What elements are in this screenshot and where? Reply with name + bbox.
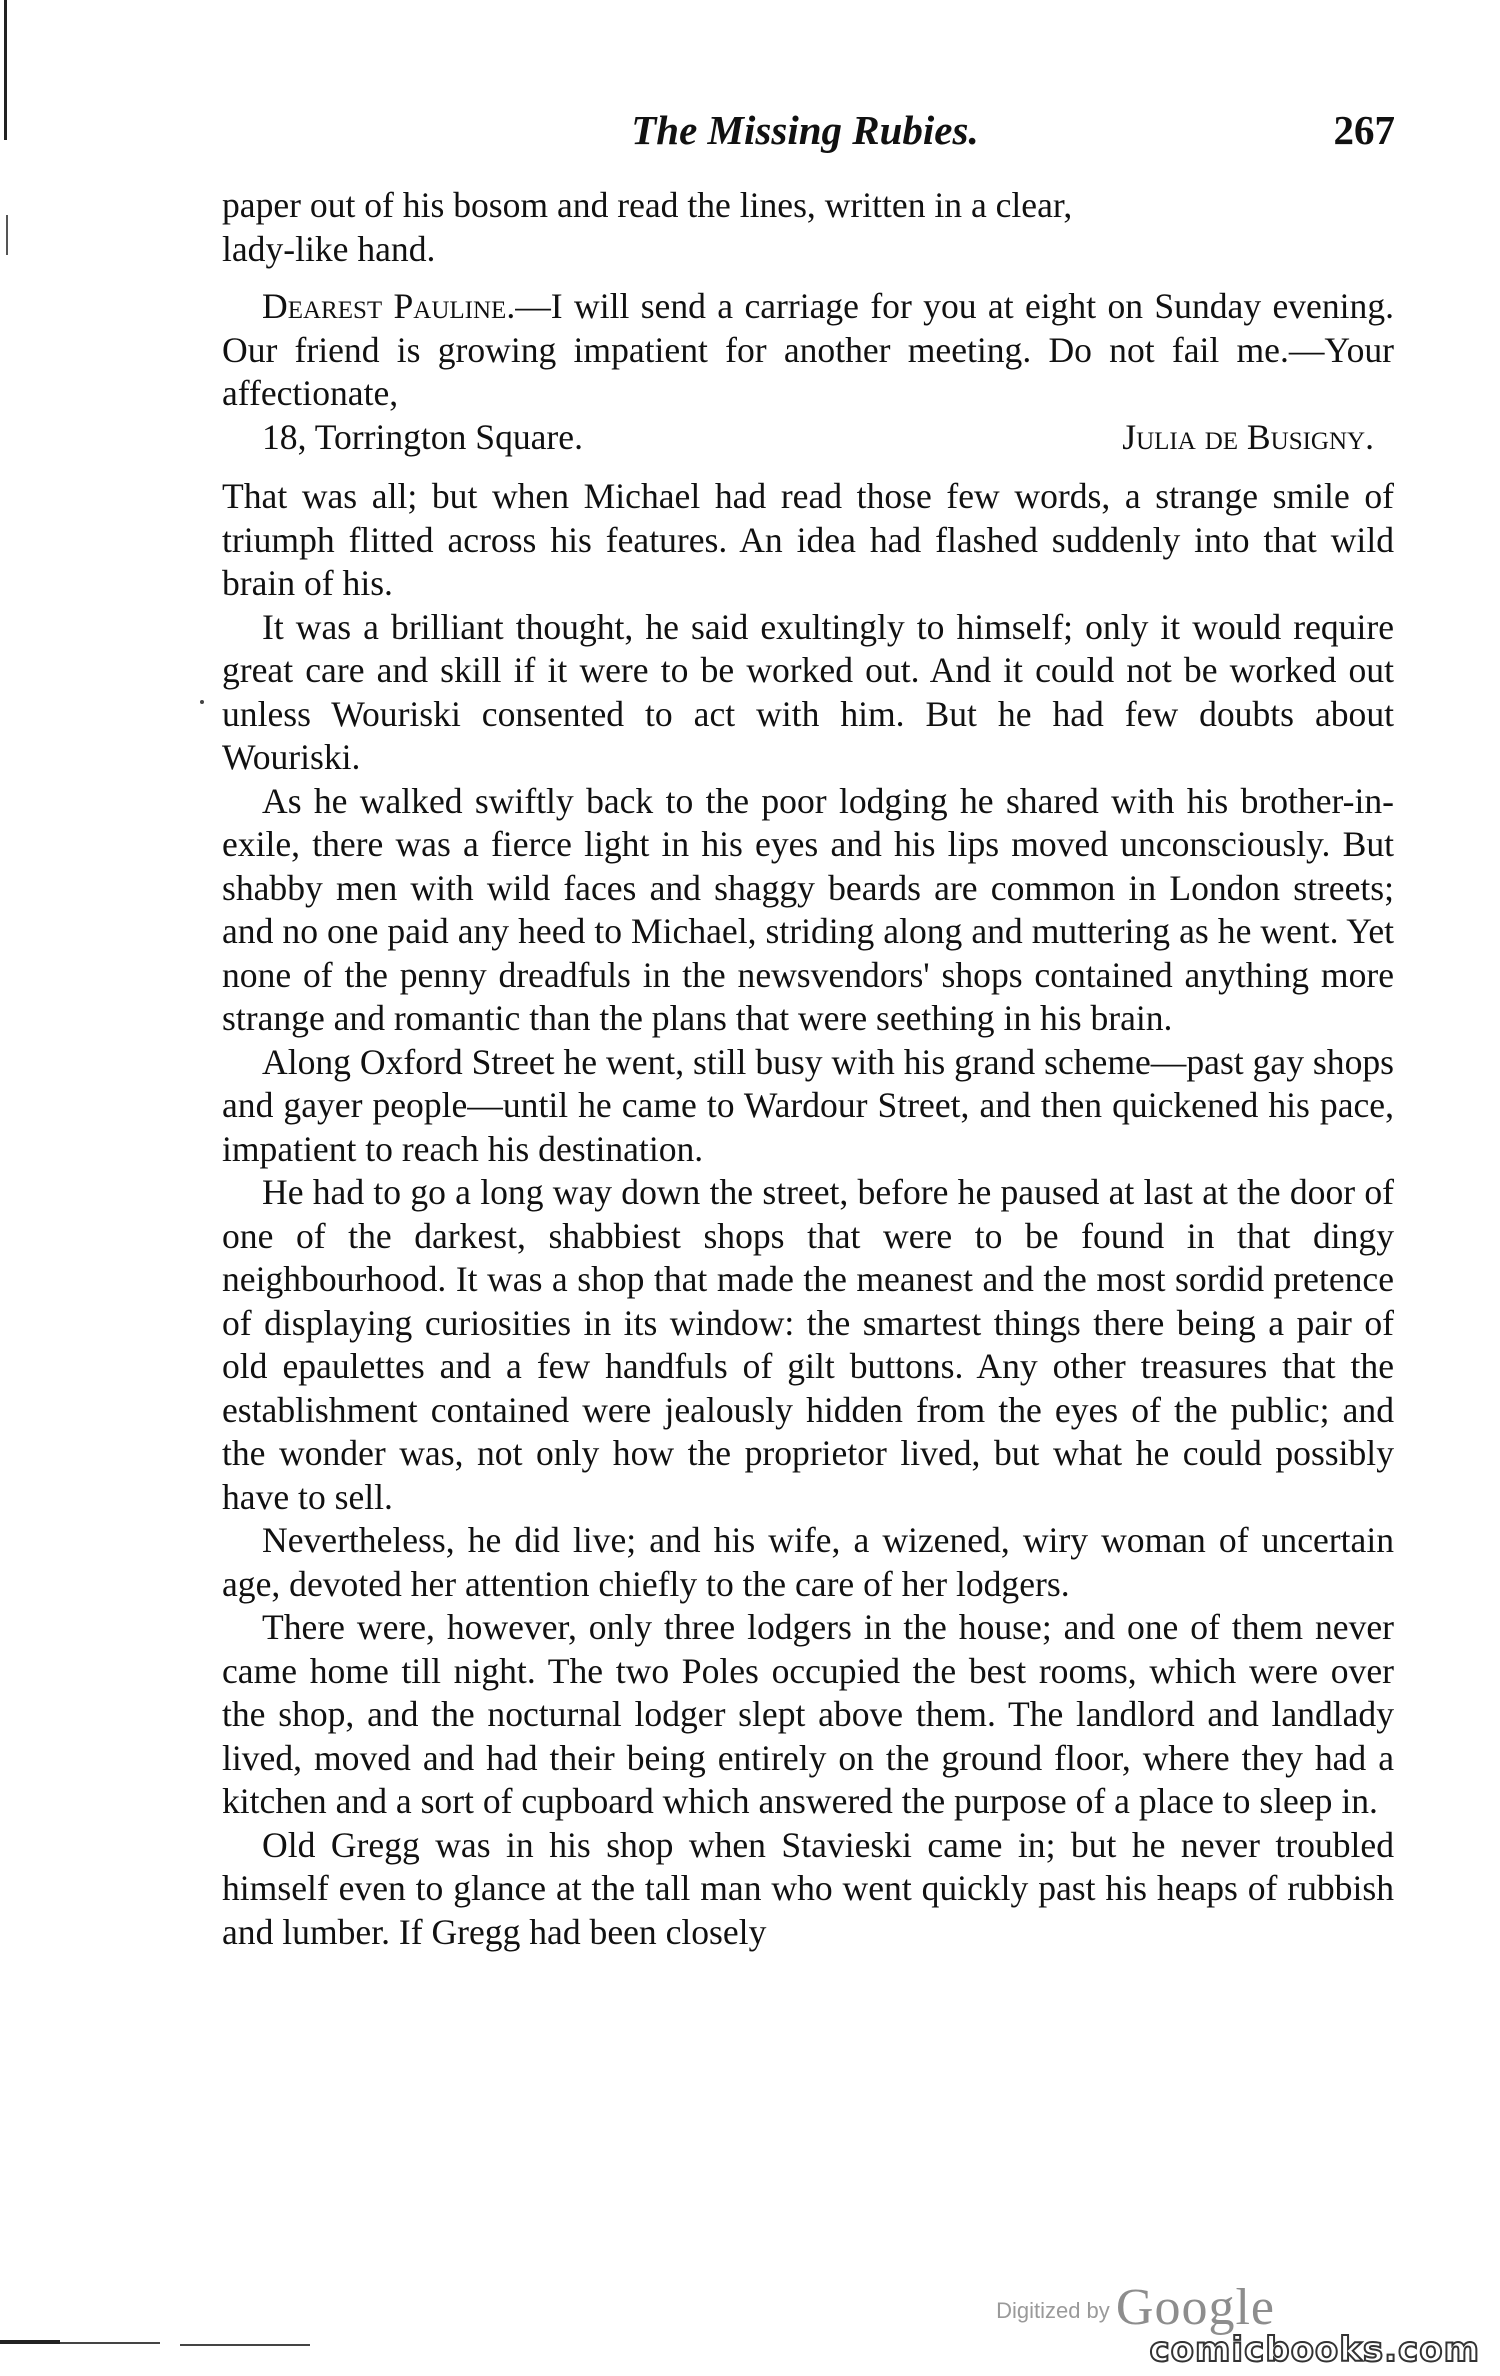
running-title: The Missing Rubies.	[631, 107, 979, 153]
paragraph: Along Oxford Street he went, still busy with his grand scheme—past gay shops and gayer people—until he came to Wardour Street, and then quickened his pace, impatient to reach his destination.	[222, 1041, 1394, 1169]
text-line: lady-like hand.	[222, 228, 436, 269]
page-number: 267	[1333, 107, 1395, 153]
letter-salutation: Dearest Pauline.	[262, 286, 516, 326]
paragraph: Old Gregg was in his shop when Stavieski came in; but he never troubled himself even to glance at the tall man who went quickly past his heaps of rubbish and lumber. If Gregg had been closely	[222, 1824, 1394, 1952]
paragraph: Nevertheless, he did live; and his wife, a wizened, wiry woman of uncertain age, devoted her attention chiefly to the care of her lodgers.	[222, 1520, 1394, 1604]
letter-footer	[222, 416, 1394, 460]
paragraph: As he walked swiftly back to the poor lodging he shared with his brother-in-exile, there was a fierce light in his eyes and his lips moved unconsciously. But shabby men with wild faces and shaggy beards are common in London streets; and no one paid any heed to Michael, striding along and muttering as he went. Yet none of the penny dreadfuls in the newsvendors' shops contained anything more strange and romantic than the plans that were seething in his brain.	[222, 780, 1394, 1038]
scan-edge-mark	[60, 2342, 160, 2344]
letter-block	[222, 285, 1394, 459]
paragraph: That was all; but when Michael had read those few words, a strange smile of triumph flitted across his features. An idea had flashed suddenly into that wild brain of his.	[222, 476, 1394, 603]
paragraph: He had to go a long way down the street, before he paused at last at the door of one of the darkest, shabbiest shops that were to be found in that dingy neighbourhood. It was a shop that made the meanest and the most sordid pretence of displaying curiosities in its window: the smartest things there being a pair of old epaulettes and a few handfuls of gilt buttons. Any other treasures that the establishment contained were jealously hidden from the eyes of the public; and the wonder was, not only how the proprietor lived, but what he could possibly have to sell.	[222, 1172, 1394, 1517]
scan-edge-mark	[4, 0, 7, 140]
scan-edge-mark	[0, 2340, 60, 2344]
letter-signature: Julia de Busigny.	[1122, 416, 1374, 457]
letter-address: 18, Torrington Square.	[262, 416, 583, 457]
watermark-small: Digitized by	[996, 2298, 1110, 2323]
paragraph: There were, however, only three lodgers in the house; and one of them never came home till night. The two Poles occupied the best rooms, which were over the shop, and the nocturnal lodger slept above them. The landlord and landlady lived, moved and had their being entirely on the ground floor, where they had a kitchen and a sort of cupboard which answered the purpose of a place to sleep in.	[222, 1607, 1394, 1821]
letter-body	[222, 285, 1394, 416]
body-text	[222, 184, 1394, 1954]
watermark-logo: Google	[1115, 2279, 1275, 2336]
letter-text: —I will send a carriage for you at eight on Sunday evening. Our friend is growing impatient for another meeting. Do not fail me.—Your affectionate,	[222, 286, 1394, 413]
paragraph: It was a brilliant thought, he said exultingly to himself; only it would require great care and skill if it were to be worked out. And it could not be worked out unless Wouriski consented to act with him. But he had few doubts about Wouriski.	[222, 606, 1394, 777]
page-header	[215, 100, 1395, 160]
site-logo: comicbooks.com	[1149, 2330, 1480, 2370]
scan-edge-mark	[180, 2344, 310, 2346]
scan-edge-mark	[6, 215, 8, 255]
scan-speck	[200, 700, 204, 704]
text-line: paper out of his bosom and read the lines, written in a clear,	[222, 185, 1073, 225]
digitized-watermark	[996, 2278, 1275, 2337]
paragraph	[222, 184, 1394, 271]
